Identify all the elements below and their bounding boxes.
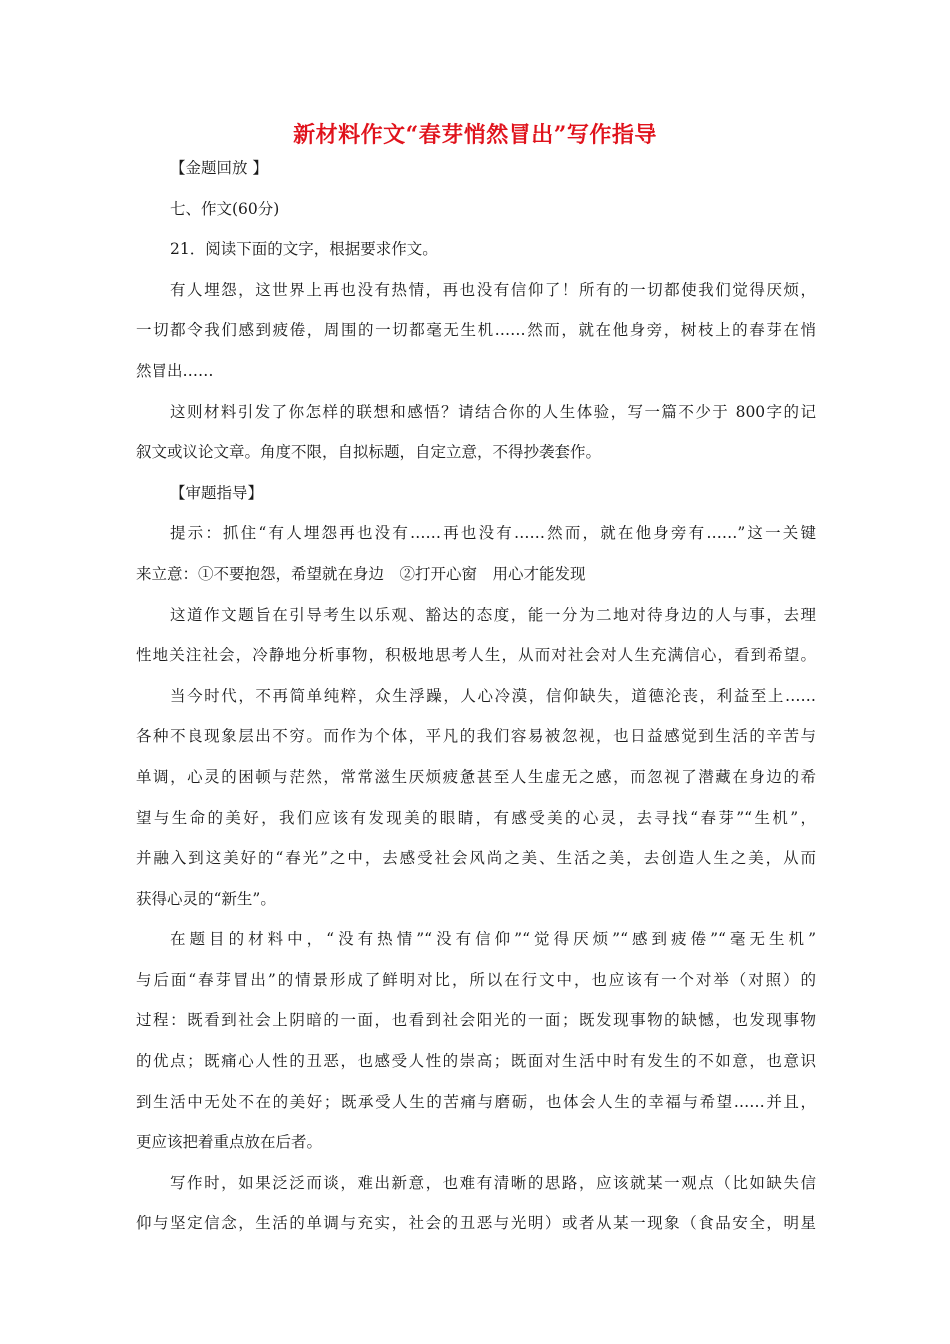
text-line: 与后面“春芽冒出”的情景形成了鲜明对比，所以在行文中，也应该有一个对举（对照）的 xyxy=(136,970,816,989)
text-line: 写作时，如果泛泛而谈，难出新意，也难有清晰的思路，应该就某一观点（比如缺失信 xyxy=(170,1173,816,1192)
text-line: 七、作文(60分) xyxy=(170,199,280,218)
document-title: 新材料作文“春芽悄然冒出”写作指导 xyxy=(293,122,657,148)
section-heading: 【审题指导】 xyxy=(170,483,264,502)
text-line: 21．阅读下面的文字，根据要求作文。 xyxy=(170,240,438,259)
text-line: 的优点；既痛心人性的丑恶，也感受人性的崇高；既面对生活中时有发生的不如意，也意识 xyxy=(136,1052,816,1071)
text-line: 一切都令我们感到疲倦，周围的一切都毫无生机……然而，就在他身旁，树枝上的春芽在悄 xyxy=(136,321,816,340)
text-line: 这道作文题旨在引导考生以乐观、豁达的态度，能一分为二地对待身边的人与事，去理 xyxy=(170,605,816,624)
text-line: 提示：抓住“有人埋怨再也没有……再也没有……然而，就在他身旁有……”这一关键 xyxy=(170,524,816,543)
text-line: 并融入到这美好的“春光”之中，去感受社会风尚之美、生活之美，去创造人生之美，从而 xyxy=(136,849,816,868)
text-line: 有人埋怨，这世界上再也没有热情，再也没有信仰了！所有的一切都使我们觉得厌烦， xyxy=(170,280,816,299)
text-line: 性地关注社会，冷静地分析事物，积极地思考人生，从而对社会对人生充满信心，看到希望。 xyxy=(136,646,816,665)
text-line: 这则材料引发了你怎样的联想和感悟？请结合你的人生体验，写一篇不少于 800字的记 xyxy=(170,402,816,421)
text-line: 各种不良现象层出不穷。而作为个体，平凡的我们容易被忽视，也日益感觉到生活的辛苦与 xyxy=(136,727,816,746)
text-line: 叙文或议论文章。角度不限，自拟标题，自定立意，不得抄袭套作。 xyxy=(136,443,602,462)
text-line: 仰与坚定信念，生活的单调与充实，社会的丑恶与光明）或者从某一现象（食品安全，明星 xyxy=(136,1214,816,1233)
text-line: 望与生命的美好，我们应该有发现美的眼睛，有感受美的心灵，去寻找“春芽”“生机”， xyxy=(136,808,816,827)
text-line: 当今时代，不再简单纯粹，众生浮躁，人心冷漠，信仰缺失，道德沦丧，利益至上…… xyxy=(170,686,816,705)
text-line: 在题目的材料中，“没有热情”“没有信仰”“觉得厌烦”“感到疲倦”“毫无生机” xyxy=(170,930,816,949)
text-line: 过程：既看到社会上阴暗的一面，也看到社会阳光的一面；既发现事物的缺憾，也发现事物 xyxy=(136,1011,816,1030)
text-line: 来立意：①不要抱怨，希望就在身边 ②打开心窗 用心才能发现 xyxy=(136,564,586,583)
document-body xyxy=(136,148,816,1244)
text-line: 然冒出…… xyxy=(136,361,214,380)
section-heading: 【金题回放 】 xyxy=(170,159,268,177)
text-line: 更应该把着重点放在后者。 xyxy=(136,1133,323,1152)
text-line: 获得心灵的“新生”。 xyxy=(136,889,276,908)
text-line: 到生活中无处不在的美好；既承受人生的苦痛与磨砺，也体会人生的幸福与希望……并且， xyxy=(136,1092,816,1111)
text-line: 单调，心灵的困顿与茫然，常常滋生厌烦疲惫甚至人生虚无之感，而忽视了潜藏在身边的希 xyxy=(136,767,816,786)
